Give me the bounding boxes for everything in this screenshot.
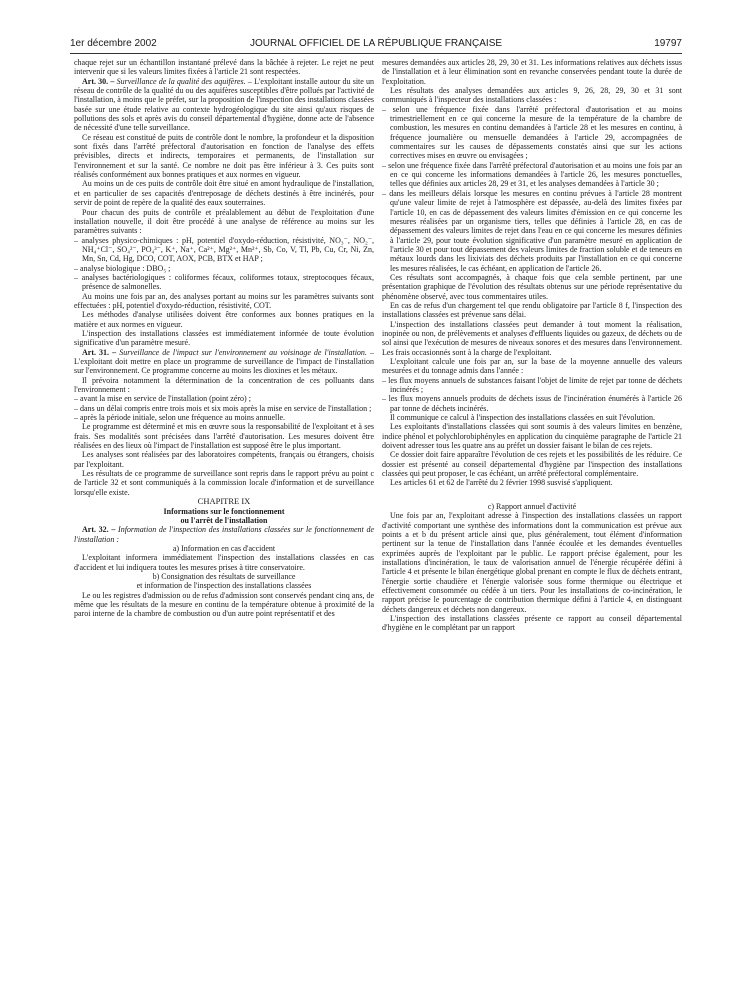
list-item: – dans un délai compris entre trois mois et six mois après la mise en service de l'installation ; <box>74 403 372 413</box>
paragraph: Le programme est déterminé et mis en œuvre sous la responsabilité de l'exploitant et à ses frais. Ses modalités sont précisées dans l'arrêté d'autorisation. Les mesures doivent être réalisées en des lieux où l'impact de l'installation est supposé être le plus important. <box>74 422 374 451</box>
article-title: Surveillance de la qualité des aquifères. <box>116 76 246 86</box>
article-number: Art. 30. – <box>82 76 115 86</box>
schedule-list <box>74 394 374 422</box>
list-item: – selon une fréquence fixée dans l'arrêté préfectoral d'autorisation et au moins trimestriellement en ce qui concerne la mesure de la température de la chambre de combustion, les mesures en continu demandées à l'article 28 et les mesures en continu, à fréquence journalière ou mensuelle demandées à l'article 29, accompagnées de commentaires sur les causes de dépassements constatés ainsi que sur les actions correctives mises en œuvre ou envisagées ; <box>382 104 682 161</box>
paragraph: L'inspection des installations classées est immédiatement informée de toute évolution significative d'un paramètre mesuré. <box>74 328 374 348</box>
article-number: Art. 31. – <box>82 347 117 357</box>
article-title: Surveillance de l'impact sur l'environnement au voisinage de l'installation. <box>119 347 367 357</box>
chapter-title <box>74 507 374 526</box>
paragraph: chaque rejet sur un échantillon instantané prélevé dans la bâchée à rejeter. Le rejet ne peut intervenir que si les valeurs limites fixées à l'article 21 sont respectées. <box>74 58 374 77</box>
article-30-intro <box>74 77 374 133</box>
paragraph: Ce dossier doit faire apparaître l'évolution de ces rejets et les possibilités de les réduire. Ce dossier est présenté au conseil départemental d'hygiène par l'inspection des installations classées qui peut proposer, le cas échéant, un arrêté préfectoral complémentaire. <box>382 450 682 479</box>
header-page-number: 19797 <box>654 38 682 49</box>
list-item: – selon une fréquence fixée dans l'arrêté préfectoral d'autorisation et au moins une fois par an en ce qui concerne les informations demandées à l'article 26, les mesures ponctuelles, telles que définies aux articles 28, 29 et 31, et les analyses demandées à l'article 30 ; <box>382 160 682 189</box>
paragraph: Au moins un de ces puits de contrôle doit être situé en amont hydraulique de l'installation, et en particulier de ses capacités d'entreposage de déchets destinés à être incinérés, pour servir de point de repère de la qualité des eaux souterraines. <box>74 179 374 208</box>
paragraph: L'inspection des installations classées peut demander à tout moment la réalisation, inopinée ou non, de prélèvements et analyses d'effluents liquides ou gazeux, de déchets ou de sol ainsi que l'exécution de mesures de niveaux sonores et des mesures dans l'environnement. Les frais occasionnés sont à la charge de l'exploitant. <box>382 319 682 357</box>
list-item: – analyses physico-chimiques : pH, potentiel d'oxydo-réduction, résistivité, NO₃⁻, NO₂⁻, NH₄⁺Cl⁻, SO₄²⁻, PO₄³⁻, K⁺, Na⁺, Ca²⁺, Mg²⁺, Mn²⁺, Sb, Co, V, Tl, Pb, Cu, Cr, Ni, Zn, Mn, Sn, Cd, Hg, DCO, COT, AOX, PCB, BTX et HAP ; <box>74 235 374 264</box>
list-item: – dans les meilleurs délais lorsque les mesures en continu prévues à l'article 28 montrent qu'une valeur limite de rejet à l'atmosphère est dépassée, au-delà des limites fixées par l'article 10, en cas de dépassement des valeurs limites d'émission en ce qui concerne les mesures réalisées par un organisme tiers, telles que définies à l'article 28, en cas de dépassement des valeurs limites de rejet dans l'eau en ce qui concerne les mesures définies à l'article 29, pour toute évolution significative d'un paramètre mesuré en application de l'article 30 et pour tout dépassement des valeurs limites de fraction soluble et de teneurs en métaux lourds dans les lixiviats des déchets produits par l'installation en ce qui concerne les mesures réalisées, le cas échéant, en application de l'article 26. <box>382 188 682 273</box>
left-column <box>74 58 374 619</box>
paragraph: Le ou les registres d'admission ou de refus d'admission sont conservés pendant cinq ans, de même que les résultats de la mesure en continu de la température obtenue à proximité de la paroi interne de la chambre de combustion ou d'un autre point représentatif et des <box>74 590 374 619</box>
article-32-intro <box>74 525 374 544</box>
paragraph: L'exploitant calcule une fois par an, sur la base de la moyenne annuelle des valeurs mesurées et du tonnage admis dans l'année : <box>382 357 682 376</box>
subsection-heading: c) Rapport annuel d'activité <box>487 501 577 511</box>
paragraph: mesures demandées aux articles 28, 29, 30 et 31. Les informations relatives aux déchets issus de l'installation et à leur élimination sont en revanche conservées pendant toute la durée de l'exploitation. <box>382 58 682 86</box>
paragraph: Les résultats de ce programme de surveillance sont repris dans le rapport prévu au point c de l'article 32 et sont communiqués à la commission locale d'information et de surveillance lorsqu'elle existe. <box>74 469 374 497</box>
paragraph: Ce réseau est constitué de puits de contrôle dont le nombre, la profondeur et la disposition sont fixés dans l'arrêté préfectoral d'autorisation en fonction de l'analyse des effets prévisibles, directs et indirects, temporaires et permanents, de l'installation sur l'environnement et sur la santé. Ce nombre ne doit pas être inférieur à 3. Ces puits sont réalisés conformément aux bonnes pratiques et aux normes en vigueur. <box>74 132 374 180</box>
header-rule <box>70 53 682 54</box>
flux-list <box>382 376 682 413</box>
paragraph-text: – L'exploitant doit mettre en place un programme de surveillance de l'impact de l'installation sur l'environnement. Ce programme concerne au moins les dioxines et les métaux. <box>74 347 374 376</box>
paragraph: Les exploitants d'installations classées qui sont soumis à des valeurs limites en benzène, indice phénol et polychlorobiphényles en application du cinquième paragraphe de l'article 21 doivent adresser tous les quatre ans au préfet un dossier faisant le bilan de ces rejets. <box>382 422 682 451</box>
list-item: – les flux moyens annuels de substances faisant l'objet de limite de rejet par tonne de déchets incinérés ; <box>382 375 682 395</box>
subsection-heading-line: b) Consignation des résultats de surveillance <box>152 571 296 581</box>
chapter-title-line: ou l'arrêt de l'installation <box>180 515 268 525</box>
paragraph: Au moins une fois par an, des analyses portant au moins sur les paramètres suivants sont effectuées : pH, potentiel d'oxydo-réduction, résistivité, COT. <box>74 291 374 310</box>
paragraph: Pour chacun des puits de contrôle et préalablement au début de l'exploitation d'une installation nouvelle, il doit être procédé à une analyse de référence au moins sur les paramètres suivants : <box>74 207 374 236</box>
header-date: 1er décembre 2002 <box>70 38 157 49</box>
article-number: Art. 32. – <box>82 525 116 535</box>
subsection-heading: a) Information en cas d'accident <box>172 543 276 553</box>
paragraph: Les analyses sont réalisées par des laboratoires compétents, français ou étrangers, choisis par l'exploitant. <box>74 450 374 469</box>
list-item: – analyse biologique : DBO₅ ; <box>74 263 171 273</box>
article-31-intro <box>74 348 374 376</box>
chapter-heading: CHAPITRE IX <box>197 496 251 507</box>
paragraph: Les articles 61 et 62 de l'arrêté du 2 février 1998 susvisé s'appliquent. <box>390 478 613 488</box>
paragraph: En cas de refus d'un chargement tel que rendu obligatoire par l'article 8 f, l'inspection des installations classées est prévenue sans délai. <box>382 300 682 320</box>
article-title: Information de l'inspection des installations classées sur le fonctionnement de l'installation : <box>74 525 374 544</box>
right-column <box>382 58 682 633</box>
analysis-list <box>74 236 374 292</box>
list-item: – analyses bactériologiques : coliformes fécaux, coliformes totaux, streptocoques fécaux, présence de salmonelles. <box>74 272 374 292</box>
paragraph-text: – L'exploitant installe autour du site un réseau de contrôle de la qualité du ou des aquifères susceptibles d'être pollués par l'activité de l'installation, à moins que le préfet, sur la proposition de l'inspection des installations classées basée sur une étude relative au contexte hydrogéologique du site ainsi qu'aux risques de pollutions des sols et après avis du conseil départemental d'hygiène, donne acte de l'absence de nécessité d'une telle surveillance. <box>74 76 374 133</box>
paragraph: L'inspection des installations classées présente ce rapport au conseil départemental d'hygiène en le complétant par un rapport <box>382 613 682 633</box>
list-item: – avant la mise en service de l'installation (point zéro) ; <box>74 394 251 404</box>
subsection-heading-line: et information de l'inspection des installations classées <box>136 581 312 591</box>
paragraph: Une fois par an, l'exploitant adresse à l'inspection des installations classées un rapport d'activité comportant une synthèse des informations dont la communication est prévue aux points a et b du présent article ainsi que, plus généralement, tout élément d'information pertinent sur la tenue de l'installation dans l'année écoulée et les demandes éventuelles exprimées auprès de l'exploitant par le public. Le rapport précise également, pour les installations d'incinération, le taux de valorisation annuel de l'énergie récupérée défini à l'article 4 et présente le bilan énergétique global prenant en compte le flux de déchets entrant, l'énergie sortie chaudière et l'énergie valorisée sous forme thermique ou électrique et effectivement consommée ou cédée à un tiers. Pour les installations de co-incinération, le rapport précise le pourcentage de contribution thermique défini à l'article 4, en distinguant déchets dangereux et déchets non dangereux. <box>382 511 682 614</box>
paragraph: Il prévoira notamment la détermination de la concentration de ces polluants dans l'environnement : <box>74 375 374 395</box>
chapter-title-line: Informations sur le fonctionnement <box>163 506 285 516</box>
list-item: – les flux moyens annuels produits de déchets issus de l'incinération énumérés à l'article 26 par tonne de déchets incinérés. <box>382 394 682 413</box>
page-header <box>70 38 682 52</box>
paragraph: Les résultats des analyses demandées aux articles 9, 26, 28, 29, 30 et 31 sont communiqués à l'inspecteur des installations classées : <box>382 86 682 105</box>
paragraph: Les méthodes d'analyse utilisées doivent être conformes aux bonnes pratiques en la matière et aux normes en vigueur. <box>74 310 374 329</box>
paragraph: Il communique ce calcul à l'inspection des installations classées en suit l'évolution. <box>390 413 656 423</box>
subsection-heading <box>74 572 374 591</box>
header-journal-title: JOURNAL OFFICIEL DE LA RÉPUBLIQUE FRANÇAISE <box>249 38 503 49</box>
communication-list <box>382 105 682 273</box>
paragraph: Ces résultats sont accompagnés, à chaque fois que cela semble pertinent, par une présentation graphique de l'évolution des résultats obtenus sur une période représentative du phénomène observé, avec tous commentaires utiles. <box>382 272 682 301</box>
spacer <box>382 488 682 502</box>
paragraph: L'exploitant informera immédiatement l'inspection des installations classées en cas d'accident et lui indiquera toutes les mesures prises à titre conservatoire. <box>74 553 374 572</box>
list-item: – après la période initiale, selon une fréquence au moins annuelle. <box>74 413 286 423</box>
